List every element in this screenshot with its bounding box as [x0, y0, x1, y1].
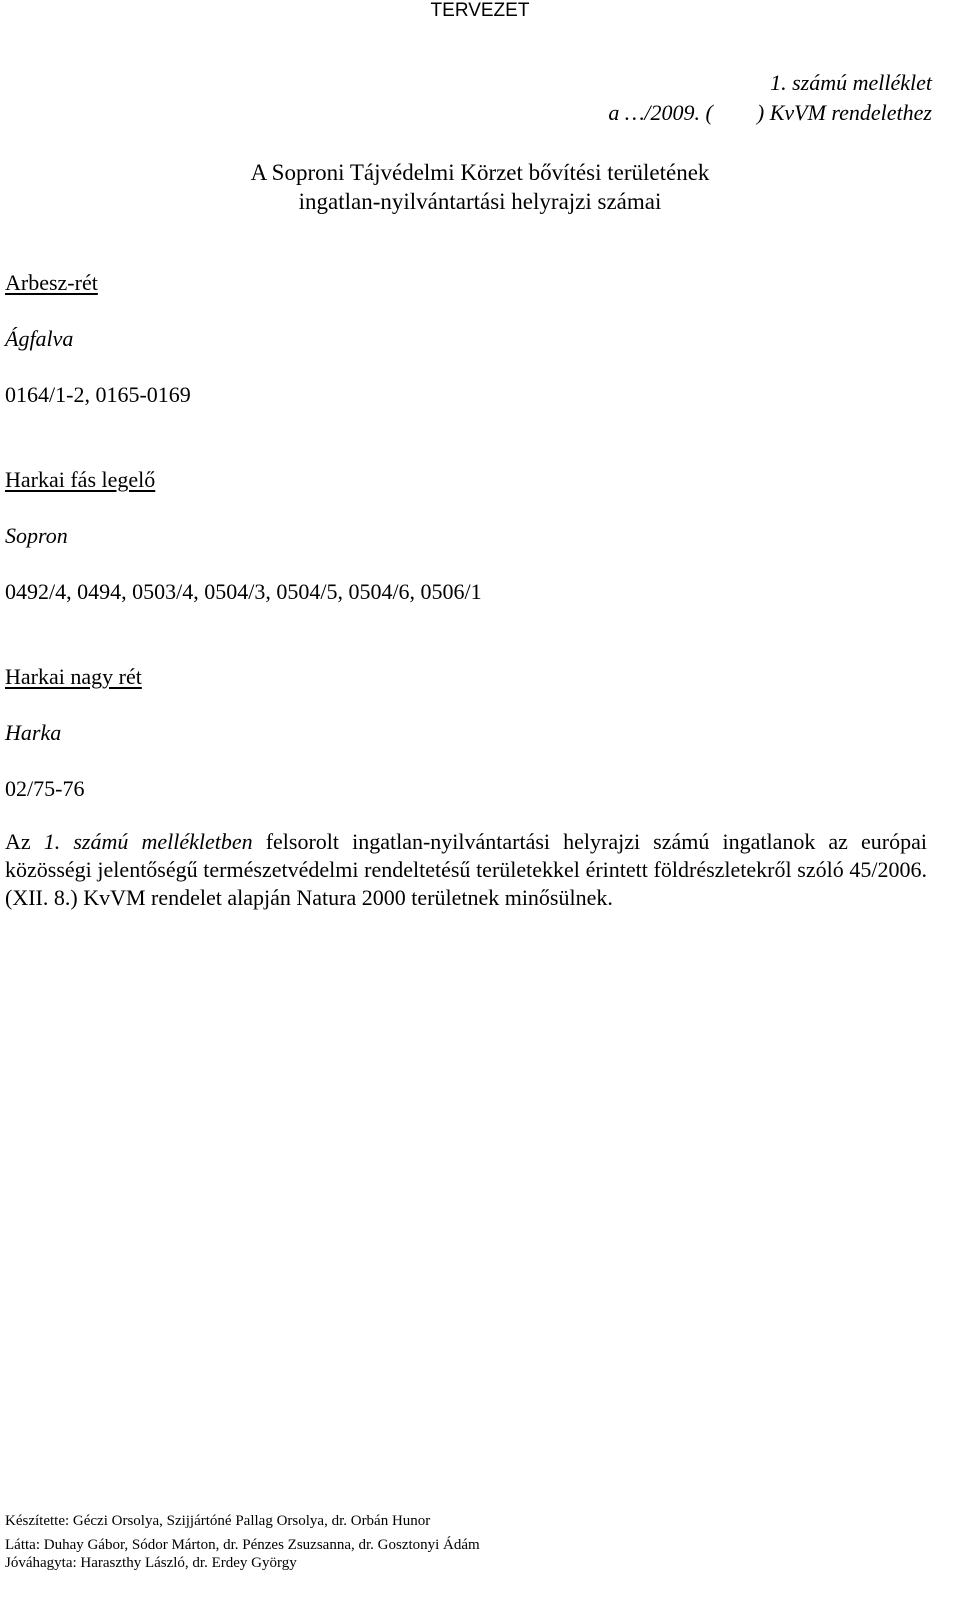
- approved-by: Jóváhagyta: Haraszthy László, dr. Erdey György: [5, 1555, 297, 1571]
- document-footer: [5, 1512, 480, 1572]
- settlement-name: Sopron: [5, 523, 68, 548]
- document-title: [0, 158, 960, 216]
- settlement-name: Harka: [5, 720, 62, 745]
- reviewed-by: Látta: Duhay Gábor, Sódor Márton, dr. Pénzes Zsuzsanna, dr. Gosztonyi Ádám: [5, 1537, 480, 1553]
- natura-2000-note: [5, 828, 927, 912]
- area-name: Harkai fás legelő: [5, 467, 156, 492]
- prepared-by: Készítette: Géczi Orsolya, Szijjártóné Pallag Orsolya, dr. Orbán Hunor: [5, 1513, 431, 1529]
- parcel-numbers: 0492/4, 0494, 0503/4, 0504/3, 0504/5, 0504/6, 0506/1: [5, 579, 482, 604]
- annex-number: 1. számú melléklet: [770, 70, 932, 95]
- annex-ref-right: ) KvVM rendelethez: [756, 100, 932, 125]
- settlement-name: Ágfalva: [5, 326, 74, 351]
- title-line-2: ingatlan-nyilvántartási helyrajzi számai: [298, 189, 662, 214]
- annex-ref-left: a …/2009. (: [608, 100, 713, 125]
- note-emphasis: 1. számú mellékletben: [43, 829, 253, 854]
- draft-label: TERVEZET: [430, 0, 530, 21]
- parcel-numbers: 0164/1-2, 0165-0169: [5, 382, 191, 407]
- parcel-numbers: 02/75-76: [5, 776, 85, 801]
- note-prefix: Az: [5, 829, 44, 854]
- title-line-1: A Soproni Tájvédelmi Körzet bővítési területének: [250, 160, 710, 185]
- area-name: Arbesz-rét: [5, 270, 98, 295]
- area-name: Harkai nagy rét: [5, 664, 142, 689]
- annex-reference: [608, 100, 932, 126]
- note-text: felsorolt ingatlan-nyilvántartási helyrajzi számú ingatlanok az európai közösségi jelentőségű természetvédelmi rendeltetésű területekkel érintett földrészletekről szóló 45/2006. (XII. 8.) KvVM rendelet alapján Natura 2000 területnek minősülnek.: [5, 829, 928, 910]
